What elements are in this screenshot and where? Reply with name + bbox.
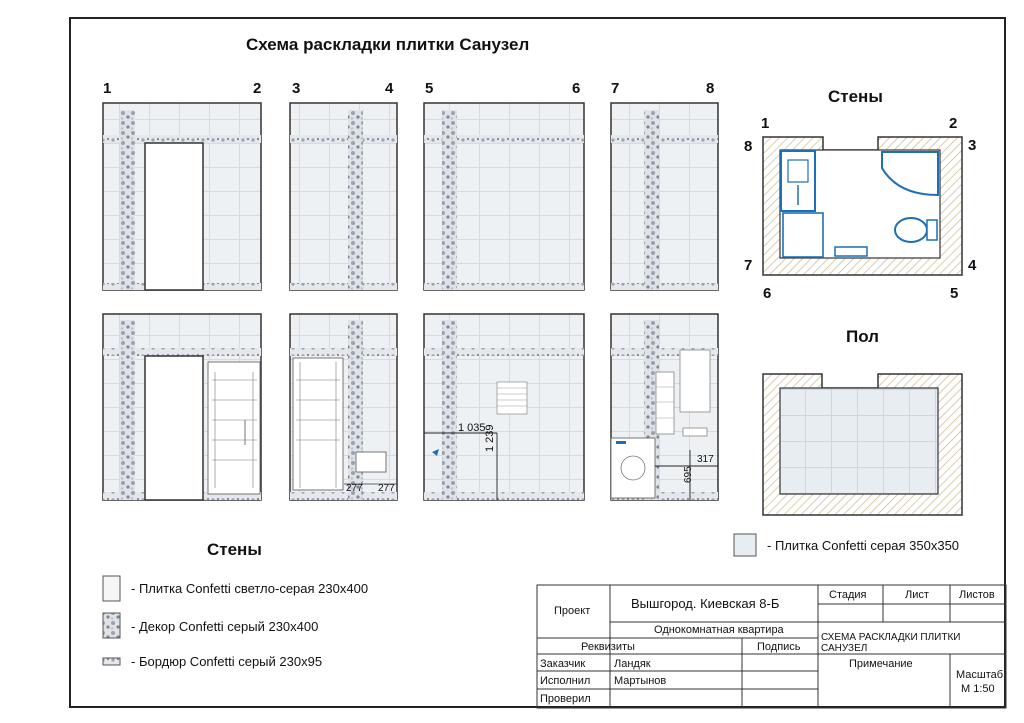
plan-corner-8: 8 — [744, 138, 753, 155]
wall-elevation-5-6 — [424, 103, 584, 290]
plan-corner-2: 2 — [949, 115, 958, 132]
tb-project-sub: Однокомнатная квартира — [654, 624, 784, 636]
tb-scale-value: М 1:50 — [961, 683, 995, 695]
tb-signature: Подпись — [757, 641, 801, 653]
legend-swatch-border — [103, 658, 120, 665]
dimension-1035: 1 035 — [458, 422, 486, 434]
tb-customer-value: Ландяк — [614, 658, 651, 670]
wall-number-1: 1 — [103, 80, 112, 97]
tb-project-label: Проект — [554, 605, 591, 617]
wall-number-2: 2 — [253, 80, 262, 97]
plan-corner-4: 4 — [968, 257, 977, 274]
legend-walls-heading: Стены — [207, 540, 262, 559]
wall-elevation-3-4-lower — [290, 314, 398, 500]
wall-number-5: 5 — [425, 80, 434, 97]
legend-swatch-floor-tile — [734, 534, 756, 556]
wall-number-7: 7 — [611, 80, 620, 97]
tb-stage: Стадия — [829, 589, 867, 601]
wall-elevation-3-4 — [290, 103, 397, 290]
plan-corner-7: 7 — [744, 257, 753, 274]
plan-walls-title: Стены — [828, 87, 883, 106]
dimension-277-left: 277 — [346, 483, 363, 494]
dimension-695: 695 — [683, 466, 694, 483]
tb-scale-label: Масштаб — [956, 669, 1004, 681]
wall-number-8: 8 — [706, 80, 715, 97]
tb-executor-label: Исполнил — [540, 675, 591, 687]
tb-customer-label: Заказчик — [540, 658, 586, 670]
plan-floor-title: Пол — [846, 327, 879, 346]
legend-item-floor-tile: - Плитка Confetti серая 350x350 — [767, 538, 960, 553]
wall-number-4: 4 — [385, 80, 394, 97]
wall-elevation-7-8-lower — [611, 314, 718, 500]
page-title: Схема раскладки плитки Санузел — [246, 35, 530, 54]
tb-checked-label: Проверил — [540, 693, 591, 705]
legend-item-decor: - Декор Confetti серый 230x400 — [131, 619, 319, 634]
floor-plan-floor — [763, 374, 962, 515]
title-block — [537, 585, 1006, 708]
dimension-277-right: 277 — [378, 483, 395, 494]
plan-corner-5: 5 — [950, 285, 959, 302]
floor-plan-walls — [763, 137, 962, 275]
tb-project-value: Вышгород. Киевская 8-Б — [631, 596, 780, 611]
wall-elevation-7-8 — [611, 103, 718, 290]
wall-elevation-1-2-lower — [103, 314, 261, 500]
tb-sheet: Лист — [905, 589, 929, 601]
tb-note: Примечание — [849, 658, 913, 670]
legend-item-border: - Бордюр Confetti серый 230x95 — [131, 654, 323, 669]
wall-elevation-1-2 — [103, 103, 261, 290]
tb-sheet-name: СХЕМА РАСКЛАДКИ ПЛИТКИ САНУЗЕЛ — [821, 632, 961, 654]
tb-executor-value: Мартынов — [614, 675, 667, 687]
tb-requisites: Реквизиты — [581, 641, 635, 653]
plan-corner-3: 3 — [968, 137, 977, 154]
wall-elevation-5-6-lower — [424, 314, 584, 500]
dimension-1239: 1 239 — [484, 424, 496, 452]
legend-swatch-light-tile — [103, 576, 120, 601]
tb-sheets: Листов — [959, 589, 995, 601]
legend-swatch-decor — [103, 613, 120, 638]
dimension-317: 317 — [697, 454, 714, 465]
wall-number-3: 3 — [292, 80, 301, 97]
plan-corner-1: 1 — [761, 115, 770, 132]
wall-number-6: 6 — [572, 80, 581, 97]
legend-item-light-tile: - Плитка Confetti светло-серая 230x400 — [131, 581, 369, 596]
plan-corner-6: 6 — [763, 285, 772, 302]
